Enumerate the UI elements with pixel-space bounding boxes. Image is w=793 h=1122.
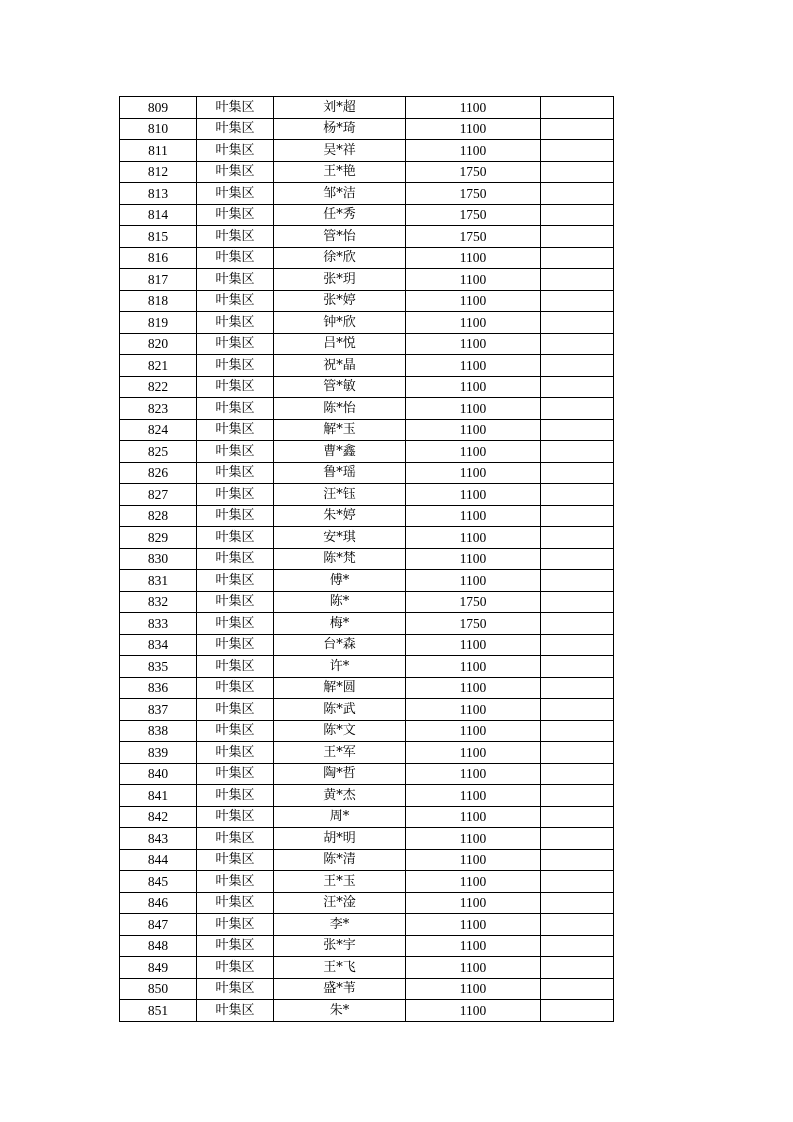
district-cell: 叶集区 — [197, 828, 274, 850]
amount-cell: 1100 — [406, 441, 541, 463]
row-number-cell: 813 — [120, 183, 197, 205]
district-cell: 叶集区 — [197, 957, 274, 979]
table-row — [120, 312, 614, 334]
row-number-cell: 817 — [120, 269, 197, 291]
amount-cell: 1100 — [406, 1000, 541, 1022]
table-row — [120, 462, 614, 484]
table-row — [120, 527, 614, 549]
note-cell — [541, 828, 614, 850]
note-cell — [541, 656, 614, 678]
district-cell: 叶集区 — [197, 118, 274, 140]
table-row — [120, 892, 614, 914]
amount-cell: 1100 — [406, 892, 541, 914]
district-cell: 叶集区 — [197, 763, 274, 785]
note-cell — [541, 763, 614, 785]
amount-cell: 1100 — [406, 140, 541, 162]
amount-cell: 1100 — [406, 419, 541, 441]
table-row — [120, 720, 614, 742]
name-cell: 安*琪 — [274, 527, 406, 549]
row-number-cell: 819 — [120, 312, 197, 334]
row-number-cell: 839 — [120, 742, 197, 764]
note-cell — [541, 570, 614, 592]
table-row — [120, 871, 614, 893]
name-cell: 吴*祥 — [274, 140, 406, 162]
name-cell: 管*怡 — [274, 226, 406, 248]
note-cell — [541, 591, 614, 613]
table-row — [120, 849, 614, 871]
district-cell: 叶集区 — [197, 462, 274, 484]
name-cell: 曹*鑫 — [274, 441, 406, 463]
name-cell: 台*森 — [274, 634, 406, 656]
amount-cell: 1100 — [406, 484, 541, 506]
amount-cell: 1100 — [406, 742, 541, 764]
district-cell: 叶集区 — [197, 785, 274, 807]
document-page — [119, 96, 613, 1022]
row-number-cell: 826 — [120, 462, 197, 484]
name-cell: 汪*钰 — [274, 484, 406, 506]
amount-cell: 1100 — [406, 806, 541, 828]
name-cell: 胡*明 — [274, 828, 406, 850]
row-number-cell: 824 — [120, 419, 197, 441]
table-row — [120, 505, 614, 527]
amount-cell: 1100 — [406, 677, 541, 699]
district-cell: 叶集区 — [197, 484, 274, 506]
name-cell: 陶*哲 — [274, 763, 406, 785]
name-cell: 梅* — [274, 613, 406, 635]
row-number-cell: 828 — [120, 505, 197, 527]
row-number-cell: 809 — [120, 97, 197, 119]
note-cell — [541, 419, 614, 441]
row-number-cell: 835 — [120, 656, 197, 678]
note-cell — [541, 462, 614, 484]
note-cell — [541, 527, 614, 549]
note-cell — [541, 484, 614, 506]
table-row — [120, 419, 614, 441]
note-cell — [541, 269, 614, 291]
row-number-cell: 814 — [120, 204, 197, 226]
district-cell: 叶集区 — [197, 398, 274, 420]
name-cell: 管*敏 — [274, 376, 406, 398]
row-number-cell: 823 — [120, 398, 197, 420]
note-cell — [541, 785, 614, 807]
row-number-cell: 841 — [120, 785, 197, 807]
name-cell: 盛*苇 — [274, 978, 406, 1000]
row-number-cell: 832 — [120, 591, 197, 613]
row-number-cell: 846 — [120, 892, 197, 914]
district-cell: 叶集区 — [197, 591, 274, 613]
district-cell: 叶集区 — [197, 871, 274, 893]
row-number-cell: 837 — [120, 699, 197, 721]
amount-cell: 1100 — [406, 785, 541, 807]
name-cell: 鲁*瑶 — [274, 462, 406, 484]
note-cell — [541, 118, 614, 140]
amount-cell: 1100 — [406, 312, 541, 334]
district-cell: 叶集区 — [197, 720, 274, 742]
row-number-cell: 843 — [120, 828, 197, 850]
note-cell — [541, 312, 614, 334]
amount-cell: 1100 — [406, 527, 541, 549]
name-cell: 黄*杰 — [274, 785, 406, 807]
note-cell — [541, 677, 614, 699]
district-cell: 叶集区 — [197, 247, 274, 269]
district-cell: 叶集区 — [197, 441, 274, 463]
name-cell: 解*圆 — [274, 677, 406, 699]
district-cell: 叶集区 — [197, 613, 274, 635]
note-cell — [541, 892, 614, 914]
district-cell: 叶集区 — [197, 656, 274, 678]
name-cell: 陈*怡 — [274, 398, 406, 420]
note-cell — [541, 849, 614, 871]
note-cell — [541, 720, 614, 742]
amount-cell: 1100 — [406, 699, 541, 721]
table-row — [120, 548, 614, 570]
row-number-cell: 844 — [120, 849, 197, 871]
district-cell: 叶集区 — [197, 892, 274, 914]
note-cell — [541, 441, 614, 463]
note-cell — [541, 613, 614, 635]
name-cell: 邹*洁 — [274, 183, 406, 205]
amount-cell: 1100 — [406, 570, 541, 592]
amount-cell: 1100 — [406, 97, 541, 119]
row-number-cell: 830 — [120, 548, 197, 570]
row-number-cell: 827 — [120, 484, 197, 506]
amount-cell: 1100 — [406, 935, 541, 957]
row-number-cell: 851 — [120, 1000, 197, 1022]
amount-cell: 1100 — [406, 333, 541, 355]
amount-cell: 1100 — [406, 505, 541, 527]
district-cell: 叶集区 — [197, 1000, 274, 1022]
subsidy-table — [119, 96, 614, 1022]
note-cell — [541, 140, 614, 162]
amount-cell: 1100 — [406, 763, 541, 785]
table-row — [120, 570, 614, 592]
table-row — [120, 140, 614, 162]
district-cell: 叶集区 — [197, 677, 274, 699]
row-number-cell: 820 — [120, 333, 197, 355]
district-cell: 叶集区 — [197, 140, 274, 162]
name-cell: 张*玥 — [274, 269, 406, 291]
district-cell: 叶集区 — [197, 204, 274, 226]
amount-cell: 1100 — [406, 462, 541, 484]
name-cell: 任*秀 — [274, 204, 406, 226]
name-cell: 王*艳 — [274, 161, 406, 183]
row-number-cell: 848 — [120, 935, 197, 957]
district-cell: 叶集区 — [197, 634, 274, 656]
district-cell: 叶集区 — [197, 505, 274, 527]
row-number-cell: 810 — [120, 118, 197, 140]
amount-cell: 1100 — [406, 656, 541, 678]
note-cell — [541, 226, 614, 248]
table-row — [120, 699, 614, 721]
name-cell: 周* — [274, 806, 406, 828]
table-row — [120, 355, 614, 377]
note-cell — [541, 333, 614, 355]
amount-cell: 1100 — [406, 720, 541, 742]
row-number-cell: 831 — [120, 570, 197, 592]
district-cell: 叶集区 — [197, 269, 274, 291]
table-row — [120, 398, 614, 420]
district-cell: 叶集区 — [197, 914, 274, 936]
district-cell: 叶集区 — [197, 376, 274, 398]
row-number-cell: 849 — [120, 957, 197, 979]
amount-cell: 1100 — [406, 634, 541, 656]
note-cell — [541, 161, 614, 183]
amount-cell: 1750 — [406, 183, 541, 205]
name-cell: 朱*婷 — [274, 505, 406, 527]
table-body — [120, 97, 614, 1022]
table-row — [120, 226, 614, 248]
table-row — [120, 290, 614, 312]
note-cell — [541, 548, 614, 570]
note-cell — [541, 204, 614, 226]
table-row — [120, 914, 614, 936]
amount-cell: 1100 — [406, 247, 541, 269]
amount-cell: 1750 — [406, 226, 541, 248]
note-cell — [541, 290, 614, 312]
note-cell — [541, 355, 614, 377]
row-number-cell: 816 — [120, 247, 197, 269]
amount-cell: 1100 — [406, 914, 541, 936]
row-number-cell: 811 — [120, 140, 197, 162]
row-number-cell: 833 — [120, 613, 197, 635]
amount-cell: 1100 — [406, 871, 541, 893]
name-cell: 陈*武 — [274, 699, 406, 721]
amount-cell: 1100 — [406, 376, 541, 398]
district-cell: 叶集区 — [197, 290, 274, 312]
note-cell — [541, 634, 614, 656]
amount-cell: 1750 — [406, 204, 541, 226]
name-cell: 王*军 — [274, 742, 406, 764]
note-cell — [541, 742, 614, 764]
name-cell: 陈* — [274, 591, 406, 613]
note-cell — [541, 978, 614, 1000]
row-number-cell: 838 — [120, 720, 197, 742]
row-number-cell: 815 — [120, 226, 197, 248]
table-row — [120, 677, 614, 699]
amount-cell: 1100 — [406, 978, 541, 1000]
table-row — [120, 613, 614, 635]
row-number-cell: 847 — [120, 914, 197, 936]
district-cell: 叶集区 — [197, 161, 274, 183]
name-cell: 陈*清 — [274, 849, 406, 871]
name-cell: 张*婷 — [274, 290, 406, 312]
name-cell: 张*宇 — [274, 935, 406, 957]
table-row — [120, 118, 614, 140]
row-number-cell: 836 — [120, 677, 197, 699]
row-number-cell: 825 — [120, 441, 197, 463]
name-cell: 朱* — [274, 1000, 406, 1022]
name-cell: 傅* — [274, 570, 406, 592]
row-number-cell: 822 — [120, 376, 197, 398]
name-cell: 徐*欣 — [274, 247, 406, 269]
district-cell: 叶集区 — [197, 978, 274, 1000]
table-row — [120, 806, 614, 828]
table-row — [120, 247, 614, 269]
table-row — [120, 376, 614, 398]
name-cell: 汪*淦 — [274, 892, 406, 914]
note-cell — [541, 699, 614, 721]
table-row — [120, 785, 614, 807]
amount-cell: 1100 — [406, 118, 541, 140]
name-cell: 解*玉 — [274, 419, 406, 441]
district-cell: 叶集区 — [197, 97, 274, 119]
table-row — [120, 1000, 614, 1022]
district-cell: 叶集区 — [197, 226, 274, 248]
amount-cell: 1750 — [406, 161, 541, 183]
table-row — [120, 935, 614, 957]
district-cell: 叶集区 — [197, 312, 274, 334]
amount-cell: 1100 — [406, 269, 541, 291]
district-cell: 叶集区 — [197, 699, 274, 721]
district-cell: 叶集区 — [197, 742, 274, 764]
row-number-cell: 812 — [120, 161, 197, 183]
name-cell: 陈*文 — [274, 720, 406, 742]
note-cell — [541, 871, 614, 893]
amount-cell: 1100 — [406, 355, 541, 377]
note-cell — [541, 957, 614, 979]
name-cell: 李* — [274, 914, 406, 936]
note-cell — [541, 914, 614, 936]
district-cell: 叶集区 — [197, 570, 274, 592]
table-row — [120, 484, 614, 506]
row-number-cell: 842 — [120, 806, 197, 828]
name-cell: 王*玉 — [274, 871, 406, 893]
amount-cell: 1750 — [406, 591, 541, 613]
amount-cell: 1100 — [406, 398, 541, 420]
row-number-cell: 840 — [120, 763, 197, 785]
amount-cell: 1750 — [406, 613, 541, 635]
row-number-cell: 818 — [120, 290, 197, 312]
table-row — [120, 204, 614, 226]
table-row — [120, 656, 614, 678]
note-cell — [541, 247, 614, 269]
name-cell: 刘*超 — [274, 97, 406, 119]
row-number-cell: 829 — [120, 527, 197, 549]
table-row — [120, 97, 614, 119]
row-number-cell: 845 — [120, 871, 197, 893]
amount-cell: 1100 — [406, 849, 541, 871]
amount-cell: 1100 — [406, 828, 541, 850]
name-cell: 杨*琦 — [274, 118, 406, 140]
note-cell — [541, 935, 614, 957]
district-cell: 叶集区 — [197, 527, 274, 549]
table-row — [120, 763, 614, 785]
table-row — [120, 269, 614, 291]
table-row — [120, 634, 614, 656]
amount-cell: 1100 — [406, 548, 541, 570]
name-cell: 陈*梵 — [274, 548, 406, 570]
table-row — [120, 161, 614, 183]
district-cell: 叶集区 — [197, 355, 274, 377]
name-cell: 吕*悦 — [274, 333, 406, 355]
amount-cell: 1100 — [406, 290, 541, 312]
table-row — [120, 742, 614, 764]
row-number-cell: 850 — [120, 978, 197, 1000]
table-row — [120, 441, 614, 463]
district-cell: 叶集区 — [197, 333, 274, 355]
note-cell — [541, 398, 614, 420]
name-cell: 祝*晶 — [274, 355, 406, 377]
table-row — [120, 333, 614, 355]
district-cell: 叶集区 — [197, 935, 274, 957]
note-cell — [541, 806, 614, 828]
note-cell — [541, 183, 614, 205]
note-cell — [541, 376, 614, 398]
note-cell — [541, 505, 614, 527]
table-row — [120, 957, 614, 979]
district-cell: 叶集区 — [197, 806, 274, 828]
row-number-cell: 834 — [120, 634, 197, 656]
name-cell: 王*飞 — [274, 957, 406, 979]
name-cell: 钟*欣 — [274, 312, 406, 334]
row-number-cell: 821 — [120, 355, 197, 377]
name-cell: 许* — [274, 656, 406, 678]
district-cell: 叶集区 — [197, 183, 274, 205]
table-row — [120, 591, 614, 613]
table-row — [120, 978, 614, 1000]
table-row — [120, 828, 614, 850]
district-cell: 叶集区 — [197, 419, 274, 441]
table-row — [120, 183, 614, 205]
district-cell: 叶集区 — [197, 548, 274, 570]
amount-cell: 1100 — [406, 957, 541, 979]
note-cell — [541, 97, 614, 119]
note-cell — [541, 1000, 614, 1022]
district-cell: 叶集区 — [197, 849, 274, 871]
